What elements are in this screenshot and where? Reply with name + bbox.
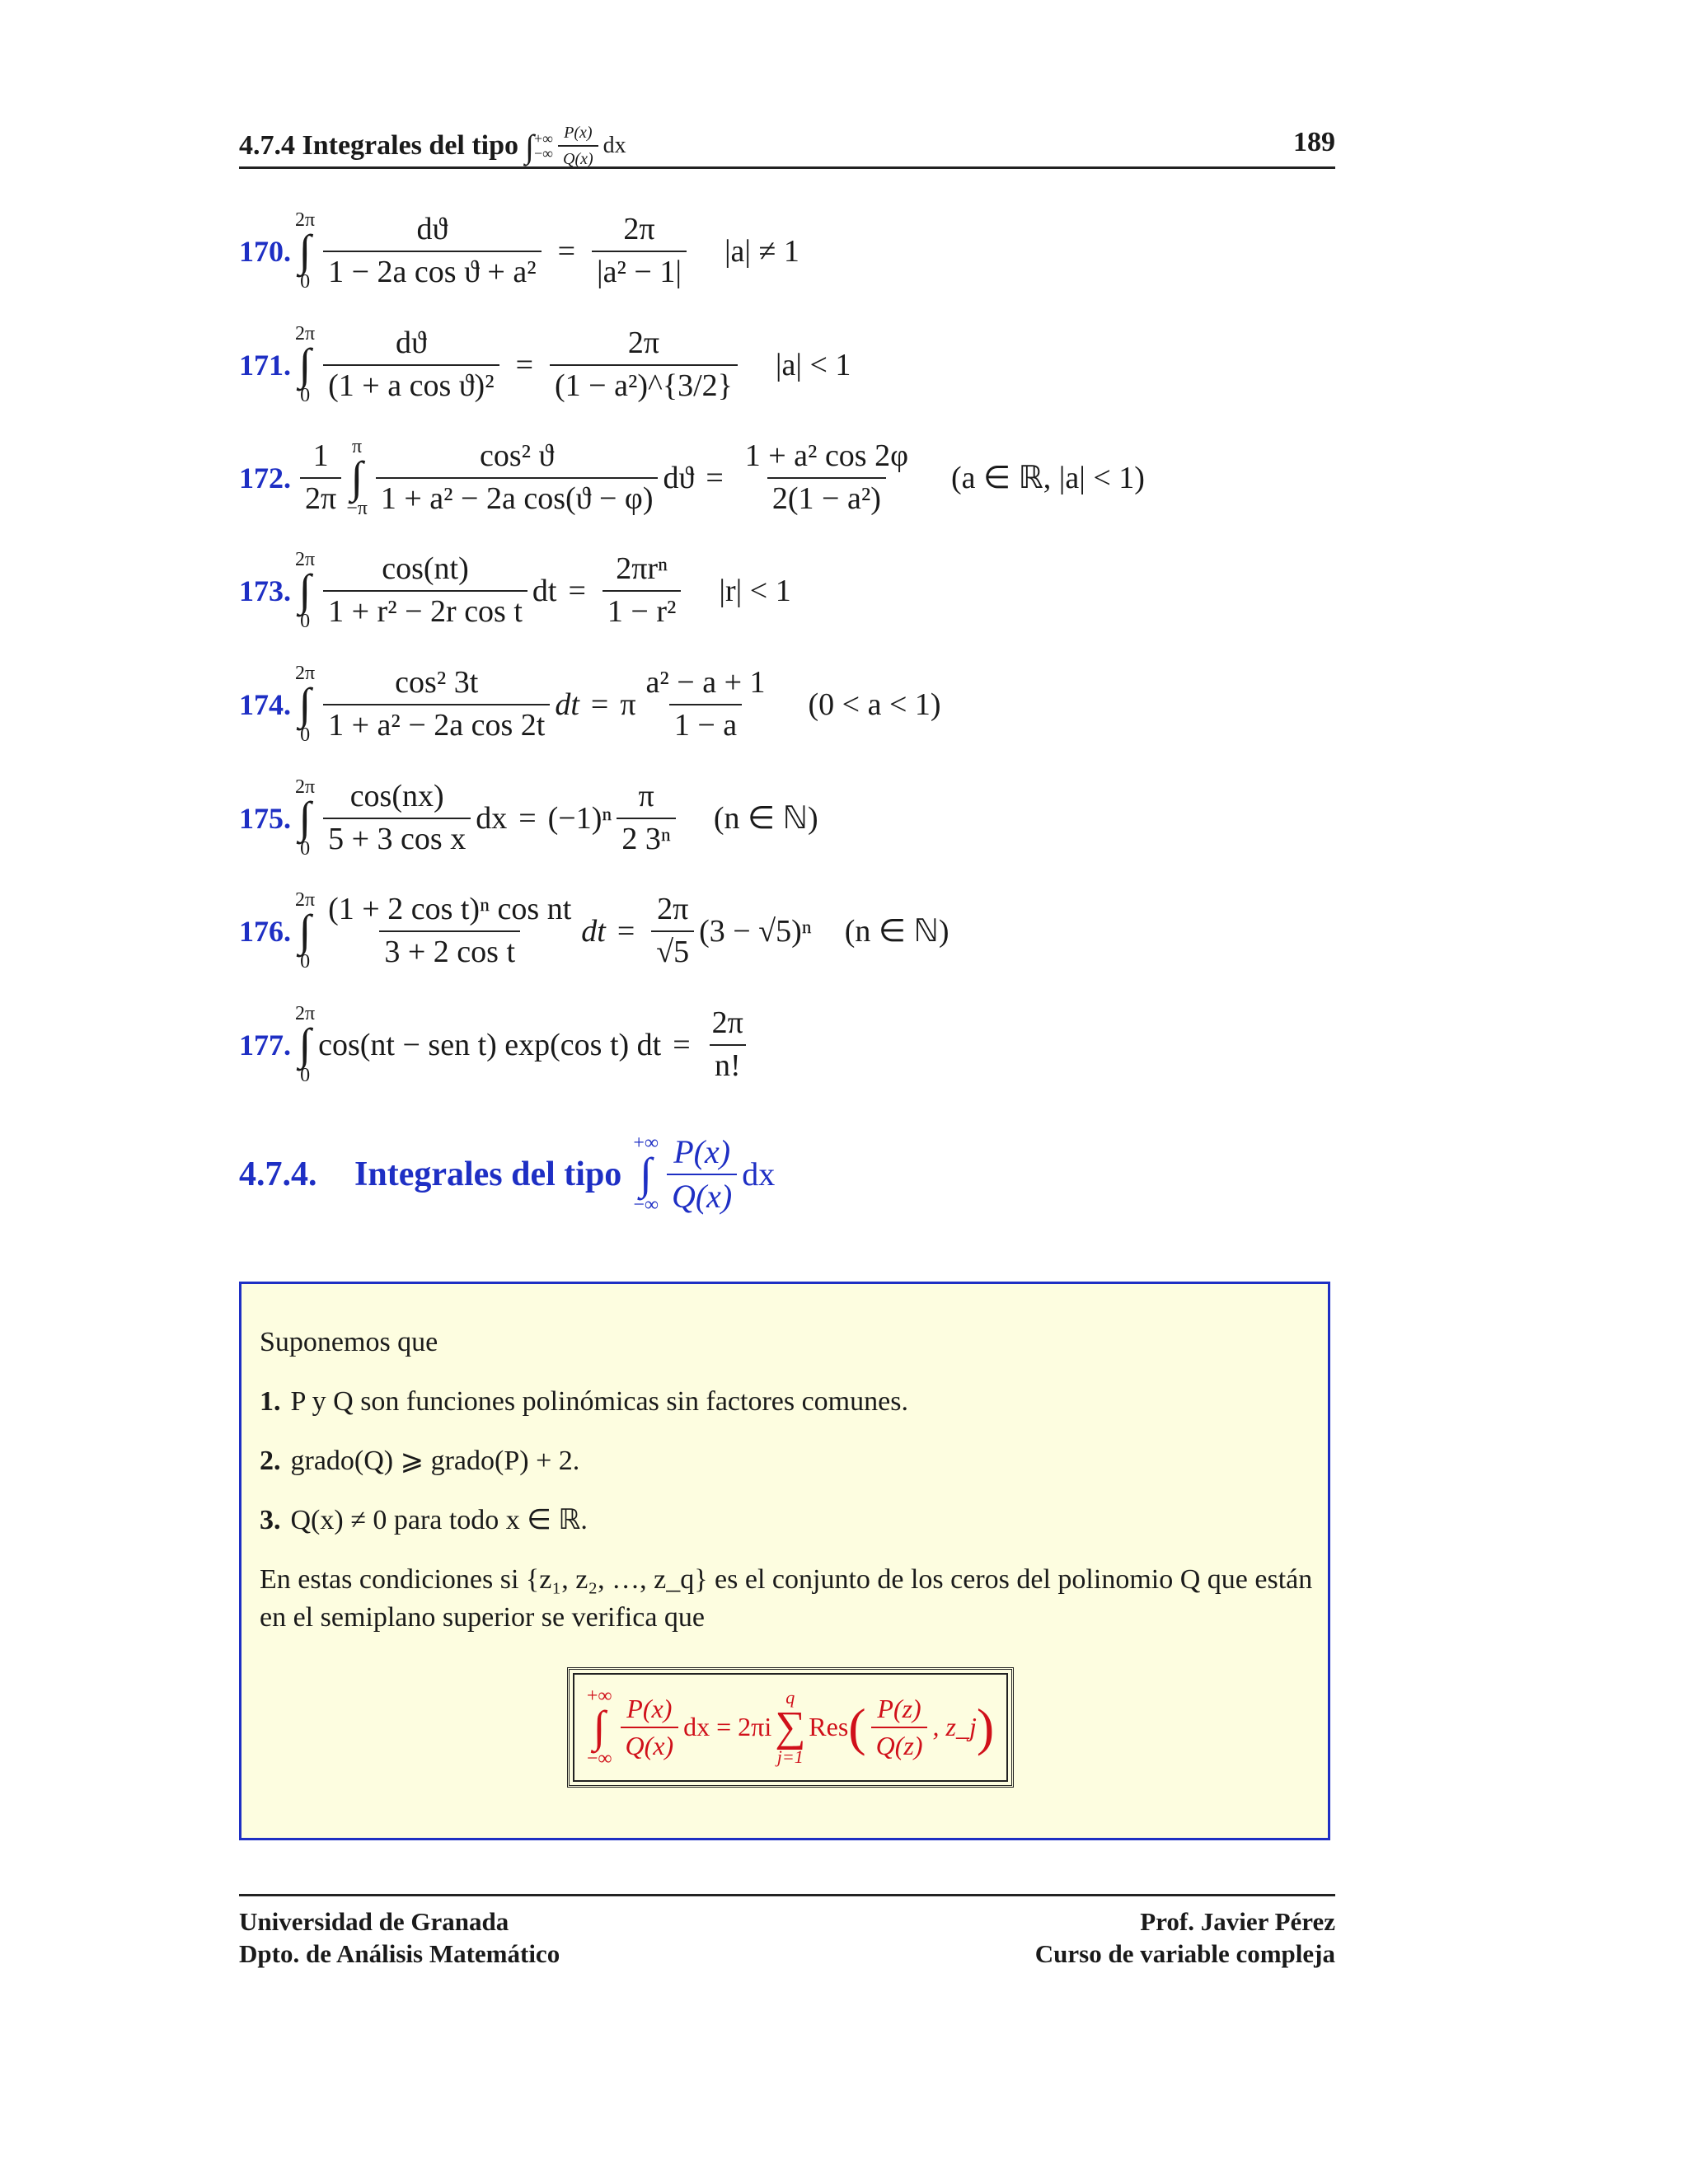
section-title: Integrales del tipo: [354, 1155, 622, 1193]
integrand-fraction: [323, 666, 550, 743]
fraction-denominator: 1 + r² − 2r cos t: [323, 590, 528, 630]
sum-upper: q: [785, 1687, 795, 1708]
result-numerator: π: [638, 778, 654, 813]
fraction-numerator: P(x): [626, 1693, 673, 1723]
header-int-upper: +∞: [534, 130, 553, 147]
fraction-denominator: 5 + 3 cos x: [323, 818, 471, 857]
integrand-fraction: [323, 213, 541, 290]
formula-173: [239, 550, 791, 631]
item-number: 3.: [260, 1505, 281, 1535]
equals-sign: =: [617, 913, 635, 949]
result-numerator: 2π: [623, 211, 655, 246]
formula-label: 170.: [239, 234, 291, 268]
fraction-numerator: cos(nx): [349, 778, 444, 813]
lower-limit: 0: [300, 838, 311, 860]
result-fraction: [592, 213, 687, 290]
theorem-box: [239, 1282, 1330, 1840]
formula-174: [239, 663, 941, 745]
formula-label: 174.: [239, 687, 291, 721]
integral-sign: 2π ∫ 0: [295, 889, 316, 973]
formula-label: 175.: [239, 801, 291, 835]
fraction-denominator: 1 + a² − 2a cos 2t: [323, 704, 550, 743]
integral-sign: π ∫ −π: [346, 436, 368, 520]
result-tail: (3 − √5)ⁿ: [699, 913, 812, 949]
box-item-2: [260, 1442, 579, 1480]
fraction-numerator: dϑ: [416, 211, 448, 246]
sign-factor: (−1)ⁿ: [547, 800, 612, 836]
equals-sign: =: [515, 347, 534, 382]
item-text: grado(Q) ⩾ grado(P) + 2.: [290, 1446, 580, 1476]
result-fraction: [603, 552, 681, 630]
result-fraction: [651, 893, 694, 970]
pi-factor: π: [620, 687, 636, 722]
integrand-fraction: [376, 439, 659, 517]
result-fraction: [707, 1006, 748, 1084]
result-numerator: 2π: [711, 1005, 743, 1040]
upper-limit: 2π: [295, 776, 316, 798]
result-fraction: [641, 666, 771, 743]
fraction-denominator: 1 − 2a cos ϑ + a²: [323, 251, 541, 290]
section-number: 4.7.4.: [239, 1155, 317, 1193]
result-fraction: [740, 439, 913, 517]
footer-university: Universidad de Granada: [239, 1907, 509, 1936]
integral-sign: 2π ∫ 0: [295, 549, 316, 633]
result-denominator: √5: [651, 930, 694, 970]
integral-sign: 2π ∫ 0: [295, 1003, 316, 1087]
integrand-fraction: [323, 780, 471, 857]
prefactor-denominator: 2π: [300, 477, 341, 517]
page-footer: [239, 1894, 1335, 1968]
lower-limit: 0: [300, 951, 311, 973]
result-middle: dx = 2πi: [683, 1712, 772, 1742]
equals-sign: =: [673, 1027, 691, 1062]
upper-limit: 2π: [295, 549, 316, 570]
footer-right: [1035, 1906, 1335, 1971]
section-integral: +∞ ∫ −∞ $\frac{P(x)}{Q(x)}$ dx: [633, 1132, 776, 1216]
fraction-numerator: cos² 3t: [395, 664, 479, 700]
footer-left: [239, 1906, 560, 1971]
upper-limit: 2π: [295, 889, 316, 911]
prefactor-numerator: 1: [312, 438, 329, 473]
formula-label: 176.: [239, 914, 291, 948]
running-header: [239, 124, 1335, 169]
formula-label: 171.: [239, 348, 291, 382]
result-numerator: 2π: [657, 891, 689, 926]
integral-sign: 2π ∫ 0: [295, 663, 316, 747]
result-denominator: (1 − a²)^{3/2}: [550, 364, 738, 404]
res-operator: Res: [809, 1712, 849, 1742]
item-number: 2.: [260, 1446, 281, 1476]
result-fraction: [550, 326, 738, 404]
lower-limit: −π: [346, 498, 368, 520]
condition: |r| < 1: [719, 573, 791, 608]
page-number: 189: [1293, 127, 1335, 157]
sum-symbol: q ∑ j=1: [775, 1687, 806, 1767]
condition: |a| ≠ 1: [724, 233, 799, 269]
upper-limit: +∞: [633, 1132, 659, 1154]
box-item-3: [260, 1502, 588, 1540]
formula-170: [239, 210, 799, 292]
section-heading: [239, 1133, 775, 1215]
equals-sign: =: [568, 573, 586, 608]
prefactor-fraction: [300, 439, 341, 517]
lower-limit: 0: [300, 611, 311, 633]
differential: dt: [532, 573, 557, 608]
res-tail: , z_j: [932, 1712, 977, 1742]
condition: (n ∈ ℕ): [713, 801, 818, 837]
lower-limit: 0: [300, 724, 311, 747]
integral-sign: 2π ∫ 0: [295, 776, 316, 860]
upper-limit: 2π: [295, 1003, 316, 1024]
upper-limit: +∞: [586, 1685, 612, 1708]
result-numerator: 1 + a² cos 2φ: [744, 438, 909, 473]
result-numerator: 2πrⁿ: [616, 551, 668, 586]
integrand-fraction: [323, 326, 499, 404]
lower-limit: 0: [300, 385, 311, 407]
fraction-numerator: cos² ϑ: [479, 438, 555, 473]
fraction-numerator: dϑ: [395, 325, 427, 360]
result-denominator: |a² − 1|: [592, 251, 687, 290]
integrand-fraction: [323, 552, 528, 630]
fraction-denominator: Q(x): [621, 1727, 679, 1760]
integral-sign: 2π ∫ 0: [295, 209, 316, 293]
equals-sign: =: [557, 233, 576, 269]
result-denominator: 1 − r²: [603, 590, 681, 630]
footer-course: Curso de variable compleja: [1034, 1938, 1335, 1968]
differential: dϑ: [663, 460, 695, 495]
header-integral: ∫ +∞ −∞ $\frac{P(x)}{Q(x)}$ dx: [525, 124, 626, 168]
fraction-denominator: 3 + 2 cos t: [379, 930, 520, 970]
box-intro: Suponemos que: [260, 1327, 438, 1357]
differential: dt: [555, 687, 579, 722]
equals-sign: =: [706, 460, 724, 495]
upper-limit: 2π: [295, 663, 316, 684]
formula-171: [239, 324, 851, 405]
formula-172: [239, 437, 1145, 518]
res-numerator: P(z): [877, 1693, 921, 1723]
lower-limit: −∞: [586, 1747, 612, 1769]
result-denominator: 2(1 − a²): [767, 477, 886, 517]
formula-176: [239, 890, 950, 972]
item-text: P y Q son funciones polinómicas sin factores comunes.: [290, 1386, 908, 1417]
fraction-numerator: (1 + 2 cos t)ⁿ cos nt: [328, 891, 572, 926]
header-frac-num: P(x): [564, 124, 593, 142]
lower-limit: −∞: [633, 1194, 659, 1216]
footer-author: Prof. Javier Pérez: [1140, 1907, 1335, 1936]
box-conclusion: En estas condiciones si {z₁, z₂, …, z_q} es el conjunto de los ceros del polinomio Q que están en el semiplano superior se verifica que: [260, 1564, 1313, 1633]
lower-limit: 0: [300, 1065, 311, 1087]
lower-limit: 0: [300, 271, 311, 293]
formula-177: [239, 1004, 753, 1085]
result-numerator: a² − a + 1: [645, 664, 766, 700]
condition: (n ∈ ℕ): [844, 914, 950, 949]
differential: dx: [476, 800, 508, 836]
condition: (a ∈ ℝ, |a| < 1): [951, 461, 1145, 496]
residue-formula: +∞ ∫ −∞ $\frac{P(x)}{Q(x)}$ dx = 2πi q ∑ j=1 Res ( $\frac{P(z)}{Q(z)}$ , z_j ): [567, 1667, 1014, 1788]
result-numerator: 2π: [627, 325, 660, 360]
footer-department: Dpto. de Análisis Matemático: [239, 1938, 560, 1968]
formula-label: 173.: [239, 574, 291, 607]
fraction-denominator: Q(x): [667, 1174, 737, 1215]
upper-limit: 2π: [295, 323, 316, 344]
fraction-numerator: cos(nt): [382, 551, 469, 586]
box-item-1: [260, 1383, 908, 1421]
integrand: cos(nt − sen t) exp(cos t) dt: [318, 1027, 662, 1062]
integrand-fraction: [323, 893, 576, 970]
integral-sign: 2π ∫ 0: [295, 323, 316, 407]
item-number: 1.: [260, 1386, 281, 1417]
condition: |a| < 1: [775, 347, 851, 382]
sum-lower: j=1: [776, 1746, 804, 1767]
fraction-numerator: P(x): [673, 1132, 731, 1170]
header-dx: dx: [603, 133, 626, 158]
res-denominator: Q(z): [871, 1727, 928, 1760]
result-denominator: 1 − a: [669, 704, 742, 743]
upper-limit: π: [351, 436, 363, 457]
formula-label: 177.: [239, 1028, 291, 1062]
header-frac-den: Q(x): [558, 145, 598, 168]
header-int-lower: −∞: [534, 145, 553, 162]
upper-limit: 2π: [295, 209, 316, 231]
fraction-denominator: 1 + a² − 2a cos(ϑ − φ): [376, 477, 659, 517]
header-title: [239, 124, 626, 168]
equals-sign: =: [518, 800, 537, 836]
result-denominator: 2 3ⁿ: [617, 818, 675, 857]
formula-label: 172.: [239, 461, 291, 494]
fraction-denominator: (1 + a cos ϑ)²: [323, 364, 499, 404]
equals-sign: =: [590, 687, 609, 722]
formula-175: [239, 777, 818, 859]
result-fraction: [617, 780, 675, 857]
header-title-text: 4.7.4 Integrales del tipo: [239, 130, 519, 161]
result-denominator: n!: [710, 1044, 746, 1084]
item-text: Q(x) ≠ 0 para todo x ∈ ℝ.: [290, 1505, 588, 1535]
differential: dt: [581, 913, 606, 949]
condition: (0 < a < 1): [808, 687, 941, 722]
differential: dx: [742, 1155, 776, 1193]
